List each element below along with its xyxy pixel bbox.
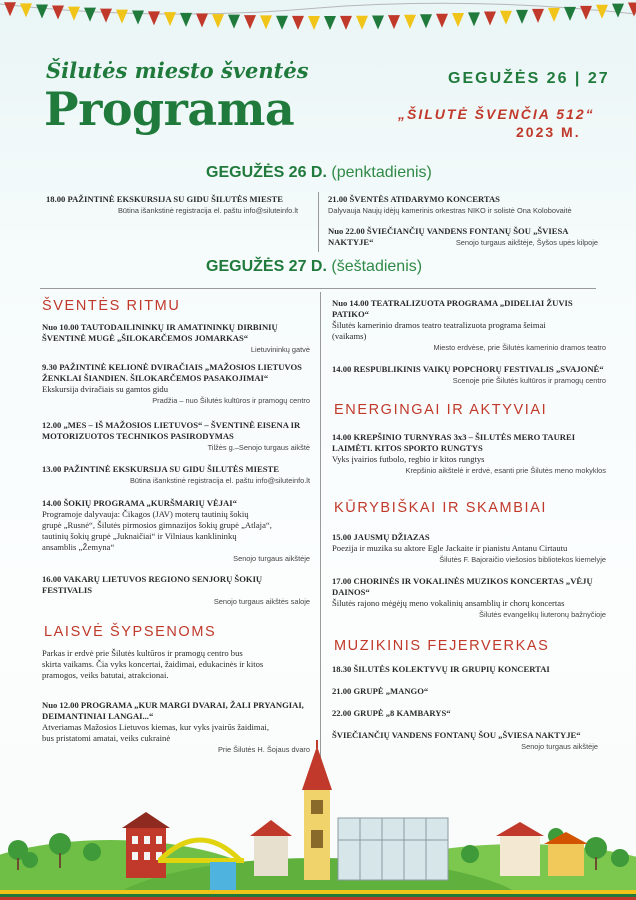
- section-title-5: MUZIKINIS FEJERVERKAS: [334, 638, 550, 654]
- bunting-flag: [436, 14, 448, 28]
- bunting-flag: [292, 16, 304, 30]
- bunting-flag: [484, 12, 496, 26]
- bunting-flag: [212, 14, 224, 28]
- bunting-flag: [116, 10, 128, 24]
- event-jazz: 15.00 JAUSMŲ DŽIAZAS Poezija ir muzika su aktore Egle Jackaite ir pianistu Antanu Cirtautu Šilutės F. Bajoraičio viešosios bibliotekos kiemelyje: [332, 532, 606, 564]
- column-divider: [320, 292, 321, 762]
- bunting-flag: [20, 3, 32, 17]
- bunting-flag: [196, 14, 208, 28]
- divider-vertical: [318, 192, 319, 252]
- bunting-flag: [372, 16, 384, 30]
- dates-label: GEGUŽĖS 26 | 27: [448, 70, 610, 87]
- day1-event-left: 18.00 PAŽINTINĖ EKSKURSIJA SU GIDU ŠILUTĖS MIESTE Būtina išankstinė registracija el. paštu info@siluteinfo.lt: [46, 194, 299, 215]
- day1-event-right-1: 21.00 ŠVENTĖS ATIDARYMO KONCERTAS Dalyvauja Naujų idėjų kamerinis orkestras NIKO ir solistė Ona Kolobovaitė: [328, 194, 572, 215]
- bunting-flag: [244, 15, 256, 29]
- motto: „ŠILUTĖ ŠVENČIA 512“: [398, 106, 595, 122]
- bunting-flag: [260, 15, 272, 29]
- event-dance-program: 14.00 ŠOKIŲ PROGRAMA „KURŠMARIŲ VĖJAI“ Programoje dalyvauja: Čikagos (JAV) moterų tautinių šokių grupė „Rusnė“, Šilutės pirmosios gimnazijos šokių grupė „Atlaja“, tautinių šokių grupė „Juknaičiai“ ir Vilniaus kanklininkų ansamblis „Žemyna“ Senojo turgaus aikštėje: [42, 498, 310, 563]
- event-mango: 21.00 GRUPĖ „MANGO“: [332, 686, 429, 696]
- bunting-flag: [580, 6, 592, 20]
- event-theatre: Nuo 14.00 TEATRALIZUOTA PROGRAMA „DIDELIAI ŽUVIS PATIKO“ Šilutės kamerinio dramos teatro teatralizuota programa šeimai (vaikams) Miesto erdvėse, prie Šilutės kamerinio dramos teatro: [332, 298, 606, 352]
- event-jomarkas: Nuo 10.00 TAUTODAILININKŲ IR AMATININKŲ DIRBINIŲ ŠVENTINĖ MUGĖ „ŠILOKARČEMOS JOMARKAS“ Lietuvininkų gatvė: [42, 322, 310, 354]
- day2-weekday: (šeštadienis): [331, 258, 423, 275]
- bunting-flag: [180, 13, 192, 27]
- page-title: Programa: [44, 82, 295, 136]
- event-senior-dance: 16.00 VAKARŲ LIETUVOS REGIONO SENJORŲ ŠOKIŲ FESTIVALIS Senojo turgaus aikštės saloje: [42, 574, 310, 606]
- event-popchoir: 14.00 RESPUBLIKINIS VAIKŲ POPCHORŲ FESTIVALIS „SVAJONĖ“ Scenoje prie Šilutės kultūros ir pramogų centro: [332, 364, 606, 385]
- bunting-flag: [4, 2, 16, 16]
- bunting-flag: [228, 15, 240, 29]
- bunting-flag: [132, 10, 144, 24]
- divider-horizontal: [40, 288, 596, 289]
- bunting-flag: [68, 7, 80, 21]
- day1-date: GEGUŽĖS 26 D.: [206, 164, 327, 181]
- bunting-flag: [532, 9, 544, 23]
- bunting-flag: [564, 7, 576, 21]
- section-title-4: KŪRYBIŠKAI IR SKAMBIAI: [334, 500, 548, 516]
- event-guided-tour: 13.00 PAŽINTINĖ EKSKURSIJA SU GIDU ŠILUTĖS MIESTE Būtina išankstinė registracija el. paštu info@siluteinfo.lt: [42, 464, 310, 485]
- day2-header: [206, 258, 422, 276]
- year: 2023 M.: [516, 124, 581, 140]
- bunting-flag: [308, 16, 320, 30]
- bunting-flag: [596, 5, 608, 19]
- town-illustration: [0, 740, 636, 900]
- day2-date: GEGUŽĖS 27 D.: [206, 258, 327, 275]
- bunting-flag: [164, 12, 176, 26]
- subtitle: Šilutės miesto šventės: [46, 58, 309, 83]
- event-manor: Nuo 12.00 PROGRAMA „KUR MARGI DVARAI, ŽALI PRYANGIAI, DEIMANTINIAI LANGAI...“ Atveriamas Mažosios Lietuvos kiemas, kur vyks įvairūs žaidimai, bus pristatomi amatai, veiks cukrainė Prie Šilutės H. Šojaus dvaro: [42, 700, 310, 754]
- bunting-flag: [452, 13, 464, 27]
- event-choir: 17.00 CHORINĖS IR VOKALINĖS MUZIKOS KONCERTAS „VĖJŲ DAINOS“ Šilutės rajono mėgėjų meno vokalinių ansamblių ir chorų koncertas Šilutės evangelikų liuteronų bažnyčioje: [332, 576, 606, 619]
- event-kids-park: Parkas ir erdvė prie Šilutės kultūros ir pramogų centro bus skirta vaikams. Čia vyks koncertai, žaidimai, edukacinės ir kitos pramogos, veiks batutai, atrakcionai.: [42, 648, 264, 680]
- section-title-1: ŠVENTĖS RITMU: [42, 298, 181, 314]
- bunting-decoration: [0, 0, 636, 40]
- bunting-flag: [500, 11, 512, 25]
- bunting-flag: [36, 4, 48, 18]
- bunting-flag: [84, 8, 96, 22]
- bunting-flag: [100, 9, 112, 23]
- day1-weekday: (penktadienis): [331, 164, 432, 181]
- bunting-flag: [628, 3, 636, 17]
- event-8-kambarys: 22.00 GRUPĖ „8 KAMBARYS“: [332, 708, 451, 718]
- day1-header: [206, 164, 432, 182]
- bunting-flag: [516, 10, 528, 24]
- bunting-flag: [548, 8, 560, 22]
- section-title-2: LAISVĖ ŠYPSENOMS: [44, 624, 217, 640]
- bunting-flag: [404, 15, 416, 29]
- event-local-bands: 18.30 ŠILUTĖS KOLEKTYVŲ IR GRUPIŲ KONCERTAI: [332, 664, 550, 674]
- bunting-flag: [148, 11, 160, 25]
- event-basketball: 14.00 KREPŠINIO TURNYRAS 3x3 – ŠILUTĖS MERO TAUREI LAIMĖTI. KITOS SPORTO RUNGTYS Vyks įvairios futbolo, regbio ir kitos rungtys Krepšinio aikštelė ir erdvė, esanti prie Šilutės meno mokyklos: [332, 432, 606, 475]
- bunting-flag: [612, 4, 624, 18]
- section-title-3: ENERGINGAI IR AKTYVIAI: [334, 402, 548, 418]
- bunting-flag: [388, 15, 400, 29]
- day1-event-right-2: Nuo 22.00 ŠVIEČIANČIŲ VANDENS FONTANŲ ŠOU „ŠVIESA NAKTYJE“ Senojo turgaus aikštėje, Šyšos upės kilpoje: [328, 226, 598, 247]
- bunting-flag: [340, 16, 352, 30]
- bunting-flag: [52, 6, 64, 20]
- event-parade: 12.00 „MES – IŠ MAŽOSIOS LIETUVOS“ – ŠVENTINĖ EISENA IR MOTORIZUOTOS TECHNIKOS PASIRODYMAS Tilžės g.–Senojo turgaus aikštė: [42, 420, 310, 452]
- bunting-flag: [276, 16, 288, 30]
- event-fountain-show: ŠVIEČIANČIŲ VANDENS FONTANŲ ŠOU „ŠVIESA NAKTYJE“ Senojo turgaus aikštėje: [332, 730, 598, 751]
- bunting-flag: [420, 14, 432, 28]
- bunting-flag: [324, 16, 336, 30]
- bunting-flag: [356, 16, 368, 30]
- event-bike-tour: 9.30 PAŽINTINĖ KELIONĖ DVIRAČIAIS „MAŽOSIOS LIETUVOS ŽENKLAI ŠIANDIEN. ŠILOKARČEMOS PASAKOJIMAI“ Ekskursija dviračiais su gamtos gidu Pradžia – nuo Šilutės kultūros ir pramogų centro: [42, 362, 310, 405]
- bunting-flag: [468, 12, 480, 26]
